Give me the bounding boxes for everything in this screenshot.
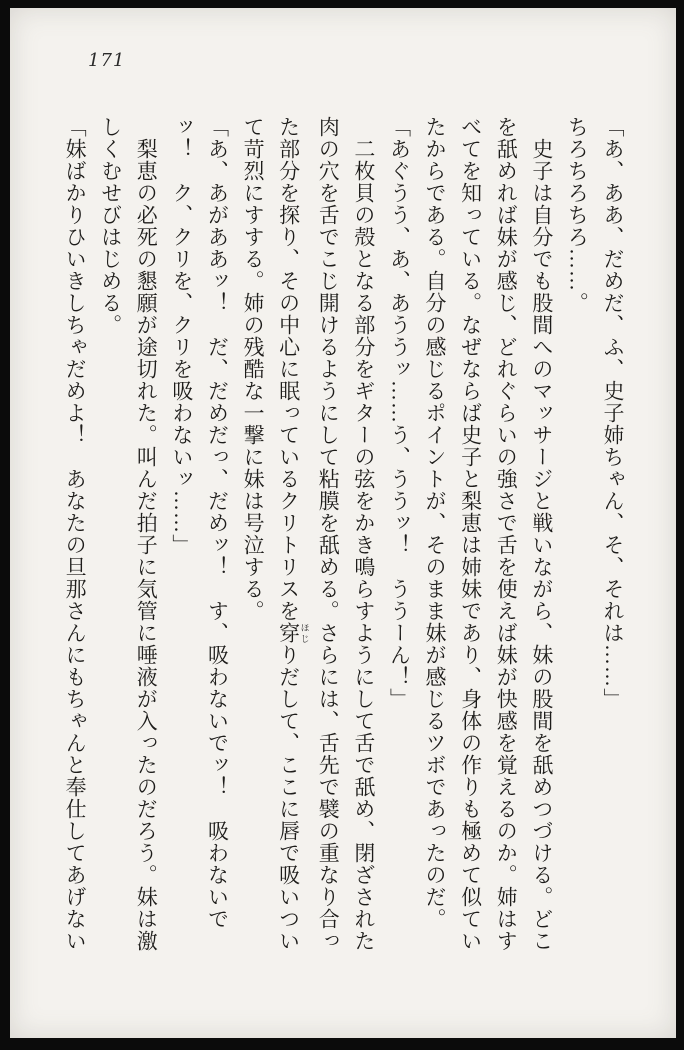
text-column: 「あぐうう、あ、あううッ……う、ううッ！ ううーん！」 [387, 116, 412, 710]
page-number: 171 [88, 50, 126, 71]
ruby-annotation [276, 622, 310, 644]
text-column: て苛烈にすする。姉の残酷な一撃に妹は号泣する。 [241, 116, 266, 622]
text-segment: た部分を探り、その中心に眠っているクリトリスを [276, 116, 301, 622]
text-column: 梨恵の必死の懇願が途切れた。叫んだ拍子に気管に唾液が入ったのだろう。妹は激 [134, 116, 159, 952]
text-column: を舐めれば妹が感じ、どれぐらいの強さで舌を使えば妹が快感を覚えるのか。姉はす [494, 116, 519, 952]
ruby-base: 穿 [276, 622, 301, 644]
text-column: 「妹ばかりひいきしちゃだめよ！ あなたの旦那さんにもちゃんと奉仕してあげない [63, 116, 88, 952]
text-column: ちろちろちろ……。 [565, 116, 590, 314]
text-segment: りだして、ここに唇で吸いつい [276, 644, 301, 952]
book-page [10, 8, 676, 1038]
text-column: たからである。自分の感じるポイントが、そのまま妹が感じるツボであったのだ。 [423, 116, 448, 930]
page-text [57, 116, 631, 956]
text-column-with-ruby [270, 116, 310, 956]
text-column: 二枚貝の殻となる部分をギターの弦をかき鳴らすようにして舌で舐め、閉ざされた [351, 116, 376, 952]
text-column: しくむせびはじめる。 [98, 116, 123, 336]
ruby-text: ほじ [299, 622, 310, 644]
text-column: 肉の穴を舌でこじ開けるようにして粘膜を舐める。さらには、舌先で襞の重なり合っ [316, 116, 341, 952]
text-column: 史子は自分でも股間へのマッサージと戦いながら、妹の股間を舐めつづける。どこ [529, 116, 554, 952]
text-column: べてを知っている。なぜならば史子と梨恵は姉妹であり、身体の作りも極めて似てい [458, 116, 483, 952]
text-column: 「あ、あがああッ！ だ、だめだっ、だめッ！ す、吸わないでッ！ 吸わないで [205, 116, 230, 930]
text-column: ッ！ ク、クリを、クリを吸わないッ……」 [169, 116, 194, 556]
text-column: 「あ、ああ、だめだ、ふ、史子姉ちゃん、そ、それは……」 [601, 116, 625, 710]
